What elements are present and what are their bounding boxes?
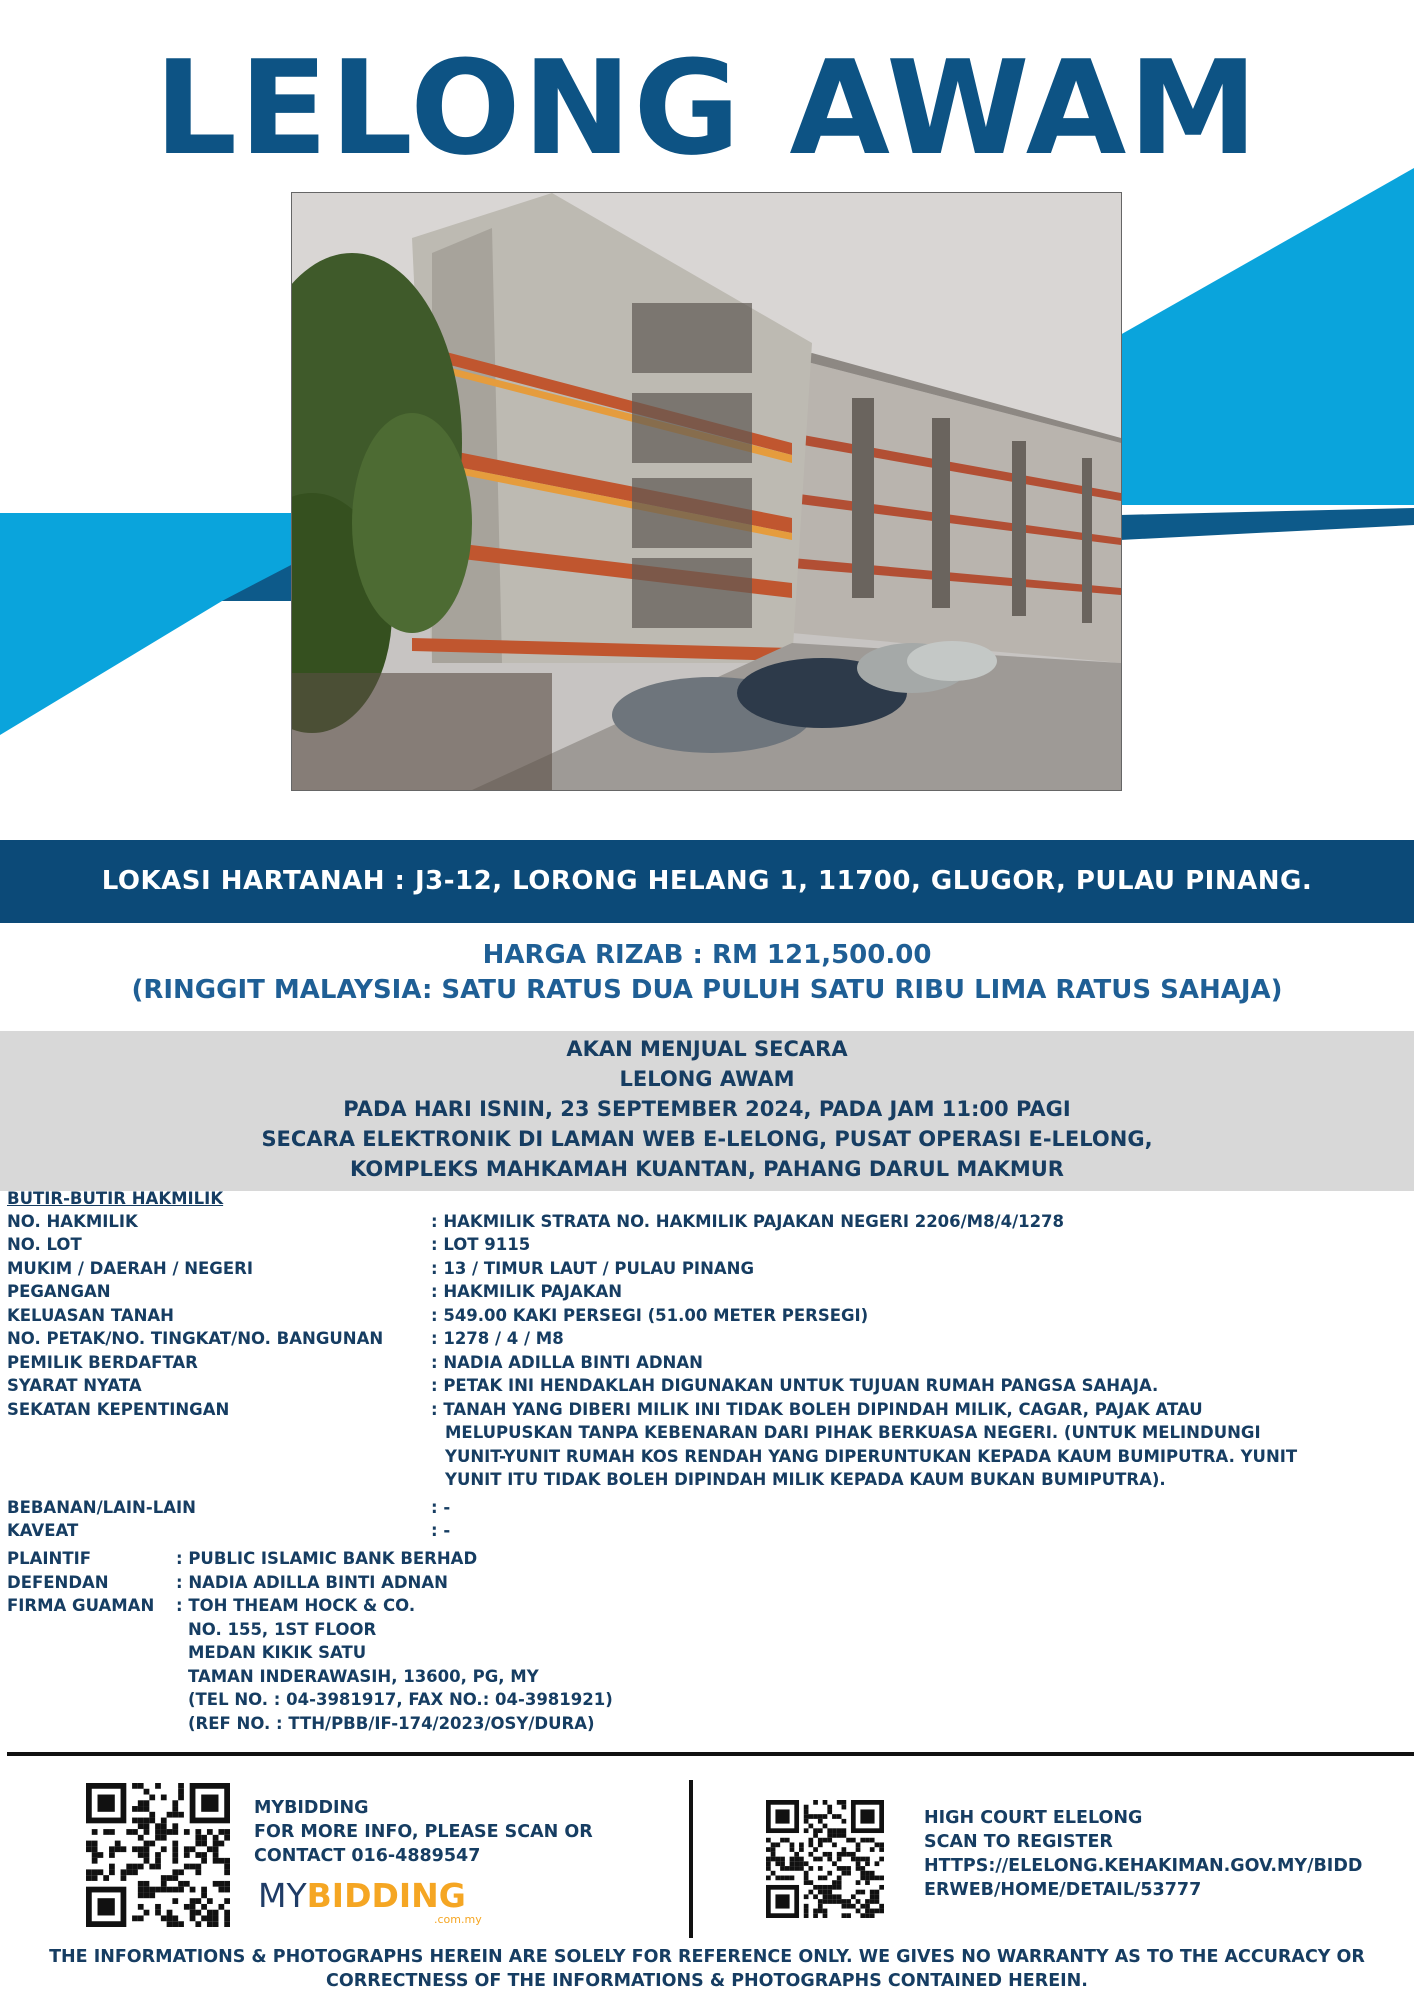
divider-rule bbox=[7, 1752, 1414, 1756]
detail-value: : NADIA ADILLA BINTI ADNAN bbox=[431, 1353, 703, 1372]
elelong-url[interactable]: HTTPS://ELELONG.KEHAKIMAN.GOV.MY/BIDD bbox=[924, 1856, 1363, 1876]
mybidding-info bbox=[254, 1796, 593, 1868]
detail-label: KELUASAN TANAH bbox=[7, 1306, 174, 1325]
detail-value: : HAKMILIK STRATA NO. HAKMILIK PAJAKAN NEGERI 2206/M8/4/1278 bbox=[431, 1212, 1065, 1231]
detail-label: PEMILIK BERDAFTAR bbox=[7, 1353, 198, 1372]
left-blue-shape bbox=[0, 513, 291, 735]
sale-line: AKAN MENJUAL SECARA bbox=[566, 1037, 848, 1061]
sale-line: PADA HARI ISNIN, 23 SEPTEMBER 2024, PADA JAM 11:00 PAGI bbox=[343, 1097, 1071, 1121]
detail-label: BEBANAN/LAIN-LAIN bbox=[7, 1498, 196, 1517]
elelong-qr-code[interactable] bbox=[766, 1800, 884, 1918]
firm-address-line: (REF NO. : TTH/PBB/IF-174/2023/OSY/DURA) bbox=[188, 1714, 595, 1733]
firm-address-line: (TEL NO. : 04-3981917, FAX NO.: 04-3981921) bbox=[188, 1690, 613, 1709]
detail-label: NO. LOT bbox=[7, 1235, 82, 1254]
mybidding-logo bbox=[258, 1878, 466, 1914]
party-label: PLAINTIF bbox=[7, 1549, 91, 1568]
sale-line: SECARA ELEKTRONIK DI LAMAN WEB E-LELONG, PUSAT OPERASI E-LELONG, bbox=[261, 1127, 1153, 1151]
party-value: : PUBLIC ISLAMIC BANK BERHAD bbox=[176, 1549, 478, 1568]
party-label: DEFENDAN bbox=[7, 1573, 109, 1592]
detail-value-continued: MELUPUSKAN TANPA KEBENARAN DARI PIHAK BERKUASA NEGERI. (UNTUK MELINDUNGI bbox=[445, 1423, 1261, 1442]
reserve-price-words: (RINGGIT MALAYSIA: SATU RATUS DUA PULUH SATU RIBU LIMA RATUS SAHAJA) bbox=[131, 975, 1283, 1005]
firm-address-line: NO. 155, 1ST FLOOR bbox=[188, 1620, 377, 1639]
reserve-price: HARGA RIZAB : RM 121,500.00 bbox=[482, 940, 932, 970]
sale-line: LELONG AWAM bbox=[619, 1067, 795, 1091]
detail-label: KAVEAT bbox=[7, 1521, 79, 1540]
logo-my: MY bbox=[258, 1876, 307, 1915]
mybidding-line: CONTACT 016-4889547 bbox=[254, 1846, 481, 1866]
elelong-url[interactable]: ERWEB/HOME/DETAIL/53777 bbox=[924, 1880, 1202, 1900]
party-value: : NADIA ADILLA BINTI ADNAN bbox=[176, 1573, 448, 1592]
detail-value: : PETAK INI HENDAKLAH DIGUNAKAN UNTUK TUJUAN RUMAH PANGSA SAHAJA. bbox=[431, 1376, 1159, 1395]
detail-value: : - bbox=[431, 1521, 451, 1540]
detail-label: SEKATAN KEPENTINGAN bbox=[7, 1400, 230, 1419]
sale-line: KOMPLEKS MAHKAMAH KUANTAN, PAHANG DARUL MAKMUR bbox=[350, 1157, 1064, 1181]
elelong-line: HIGH COURT ELELONG bbox=[924, 1808, 1143, 1828]
detail-label: NO. HAKMILIK bbox=[7, 1212, 138, 1231]
firm-address-line: MEDAN KIKIK SATU bbox=[188, 1643, 367, 1662]
detail-label: SYARAT NYATA bbox=[7, 1376, 142, 1395]
disclaimer bbox=[0, 1945, 1414, 1993]
party-label: FIRMA GUAMAN bbox=[7, 1596, 155, 1615]
detail-label: NO. PETAK/NO. TINGKAT/NO. BANGUNAN bbox=[7, 1329, 384, 1348]
mybidding-qr-code[interactable] bbox=[86, 1783, 230, 1927]
detail-value: : HAKMILIK PAJAKAN bbox=[431, 1282, 623, 1301]
mybidding-line: MYBIDDING bbox=[254, 1798, 369, 1818]
disclaimer-line: THE INFORMATIONS & PHOTOGRAPHS HEREIN ARE SOLELY FOR REFERENCE ONLY. WE GIVES NO WARRANTY AS TO THE ACCURACY OR bbox=[49, 1947, 1365, 1967]
detail-value: : - bbox=[431, 1498, 451, 1517]
logo-domain: .com.my bbox=[434, 1913, 482, 1926]
elelong-line: SCAN TO REGISTER bbox=[924, 1832, 1113, 1852]
detail-value: : LOT 9115 bbox=[431, 1235, 531, 1254]
detail-value-continued: YUNIT ITU TIDAK BOLEH DIPINDAH MILIK KEPADA KAUM BUKAN BUMIPUTRA). bbox=[445, 1470, 1166, 1489]
elelong-info bbox=[924, 1806, 1362, 1902]
firm-address-line: TAMAN INDERAWASIH, 13600, PG, MY bbox=[188, 1667, 539, 1686]
mybidding-line: FOR MORE INFO, PLEASE SCAN OR bbox=[254, 1822, 593, 1842]
detail-value: : 13 / TIMUR LAUT / PULAU PINANG bbox=[431, 1259, 754, 1278]
detail-value: : 549.00 KAKI PERSEGI (51.00 METER PERSEGI) bbox=[431, 1306, 869, 1325]
detail-value-continued: YUNIT-YUNIT RUMAH KOS RENDAH YANG DIPERUNTUKAN KEPADA KAUM BUMIPUTRA. YUNIT bbox=[445, 1447, 1298, 1466]
sale-announcement bbox=[0, 1034, 1414, 1184]
disclaimer-line: CORRECTNESS OF THE INFORMATIONS & PHOTOGRAPHS CONTAINED HEREIN. bbox=[326, 1971, 1088, 1991]
logo-bidding: BIDDING bbox=[306, 1876, 466, 1915]
property-location: LOKASI HARTANAH : J3-12, LORONG HELANG 1, 11700, GLUGOR, PULAU PINANG. bbox=[101, 866, 1313, 896]
right-blue-triangle bbox=[1120, 168, 1414, 505]
party-value: : TOH THEAM HOCK & CO. bbox=[176, 1596, 416, 1615]
detail-label: MUKIM / DAERAH / NEGERI bbox=[7, 1259, 253, 1278]
property-photo bbox=[291, 192, 1122, 791]
page-title: LELONG AWAM bbox=[154, 32, 1260, 184]
detail-label: PEGANGAN bbox=[7, 1282, 111, 1301]
footer-divider bbox=[689, 1780, 693, 1938]
details-heading: BUTIR-BUTIR HAKMILIK bbox=[7, 1189, 224, 1208]
detail-value: : 1278 / 4 / M8 bbox=[431, 1329, 564, 1348]
detail-value: : TANAH YANG DIBERI MILIK INI TIDAK BOLEH DIPINDAH MILIK, CAGAR, PAJAK ATAU bbox=[431, 1400, 1203, 1419]
